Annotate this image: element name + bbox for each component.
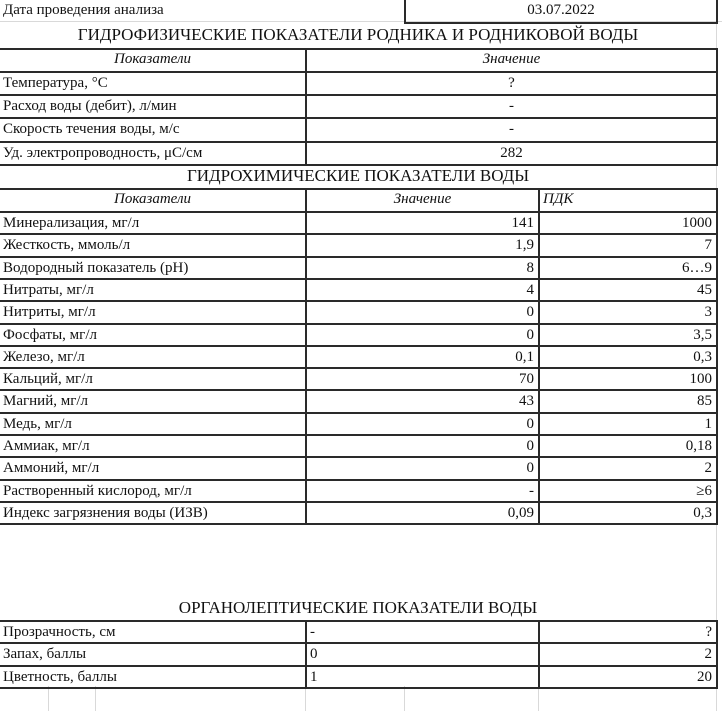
hc-row-limit[interactable]: 2 [704,460,712,476]
table-border [538,620,540,689]
hc-header-indicator: Показатели [114,191,191,207]
org-row-value[interactable]: 0 [310,646,318,662]
hc-row-name: Индекс загрязнения воды (ИЗВ) [3,505,208,521]
hp-header-value: Значение [482,51,541,67]
organoleptic-title: ОРГАНОЛЕПТИЧЕСКИЕ ПОКАЗАТЕЛИ ВОДЫ [178,598,538,617]
table-border [0,687,718,689]
organoleptic-table [0,620,718,690]
analysis-date-label: Дата проведения анализа [3,2,164,18]
hp-row-value[interactable]: - [509,98,514,114]
hp-row-name: Расход воды (дебит), л/мин [3,98,177,114]
hp-row-value[interactable]: 282 [500,145,523,161]
table-border [538,188,540,525]
hp-row-name: Температура, °C [3,75,108,91]
hydrochemical-title: ГИДРОХИМИЧЕСКИЕ ПОКАЗАТЕЛИ ВОДЫ [186,166,530,185]
hc-row-value[interactable]: 43 [519,393,534,409]
hc-row-value[interactable]: - [529,483,534,499]
hp-header-indicator: Показатели [114,51,191,67]
analysis-date-value[interactable]: 03.07.2022 [527,2,595,18]
hp-row-name: Скорость течения воды, м/с [3,121,180,137]
hc-row-name: Фосфаты, мг/л [3,327,97,343]
org-row-limit[interactable]: 2 [704,646,712,662]
hp-row-value[interactable]: ? [508,75,515,91]
hc-row-limit[interactable]: 1000 [682,215,712,231]
hc-row-limit[interactable]: 6…9 [682,260,712,276]
hc-header-value: Значение [393,191,452,207]
hc-row-limit[interactable]: 3 [704,304,712,320]
hc-row-value[interactable]: 0 [526,438,534,454]
hc-row-limit[interactable]: 100 [689,371,712,387]
hc-row-value[interactable]: 0 [526,460,534,476]
hc-row-value[interactable]: 0 [526,304,534,320]
hc-row-limit[interactable]: 0,3 [693,505,712,521]
hc-row-name: Нитраты, мг/л [3,282,94,298]
org-row-name: Цветность, баллы [3,669,117,685]
table-border [716,620,718,689]
hydrophysical-title: ГИДРОФИЗИЧЕСКИЕ ПОКАЗАТЕЛИ РОДНИКА И РОДНИКОВОЙ ВОДЫ [77,25,639,44]
hc-row-name: Нитриты, мг/л [3,304,96,320]
table-border [716,188,718,525]
hc-header-limit: ПДК [543,191,574,207]
org-row-value[interactable]: 1 [310,669,318,685]
hc-row-value[interactable]: 0 [526,327,534,343]
hc-row-limit[interactable]: 45 [697,282,712,298]
org-row-name: Прозрачность, см [3,624,116,640]
hc-row-limit[interactable]: 0,3 [693,349,712,365]
hc-row-limit[interactable]: 1 [704,416,712,432]
hc-row-value[interactable]: 4 [526,282,534,298]
org-row-limit[interactable]: 20 [697,669,712,685]
hc-row-name: Водородный показатель (pH) [3,260,189,276]
hc-row-value[interactable]: 141 [511,215,534,231]
hc-row-value[interactable]: 8 [526,260,534,276]
hc-row-value[interactable]: 1,9 [515,237,534,253]
hc-row-name: Аммиак, мг/л [3,438,90,454]
hc-row-limit[interactable]: 7 [704,237,712,253]
hc-row-value[interactable]: 0 [526,416,534,432]
hc-row-value[interactable]: 70 [519,371,534,387]
hc-row-name: Железо, мг/л [3,349,85,365]
hp-row-value[interactable]: - [509,121,514,137]
hc-row-value[interactable]: 0,1 [515,349,534,365]
hc-row-limit[interactable]: ≥6 [696,483,712,499]
table-border [0,523,718,525]
hc-row-name: Минерализация, мг/л [3,215,140,231]
hydrochemical-table [0,188,718,598]
org-row-name: Запах, баллы [3,646,87,662]
hc-row-name: Растворенный кислород, мг/л [3,483,192,499]
hc-row-name: Жесткость, ммоль/л [3,237,131,253]
hc-row-name: Кальций, мг/л [3,371,93,387]
org-row-value[interactable]: - [310,624,315,640]
hc-row-limit[interactable]: 3,5 [693,327,712,343]
table-border [305,620,307,689]
hydrophysical-table [0,48,718,180]
hc-row-name: Магний, мг/л [3,393,89,409]
hc-row-limit[interactable]: 0,18 [685,438,712,454]
org-row-limit[interactable]: ? [705,624,712,640]
hp-row-name: Уд. электропроводность, μС/см [3,145,203,161]
hc-row-name: Аммоний, мг/л [3,460,100,476]
hc-row-name: Медь, мг/л [3,416,72,432]
table-border [305,188,307,525]
hc-row-limit[interactable]: 85 [697,393,712,409]
hc-row-value[interactable]: 0,09 [507,505,534,521]
